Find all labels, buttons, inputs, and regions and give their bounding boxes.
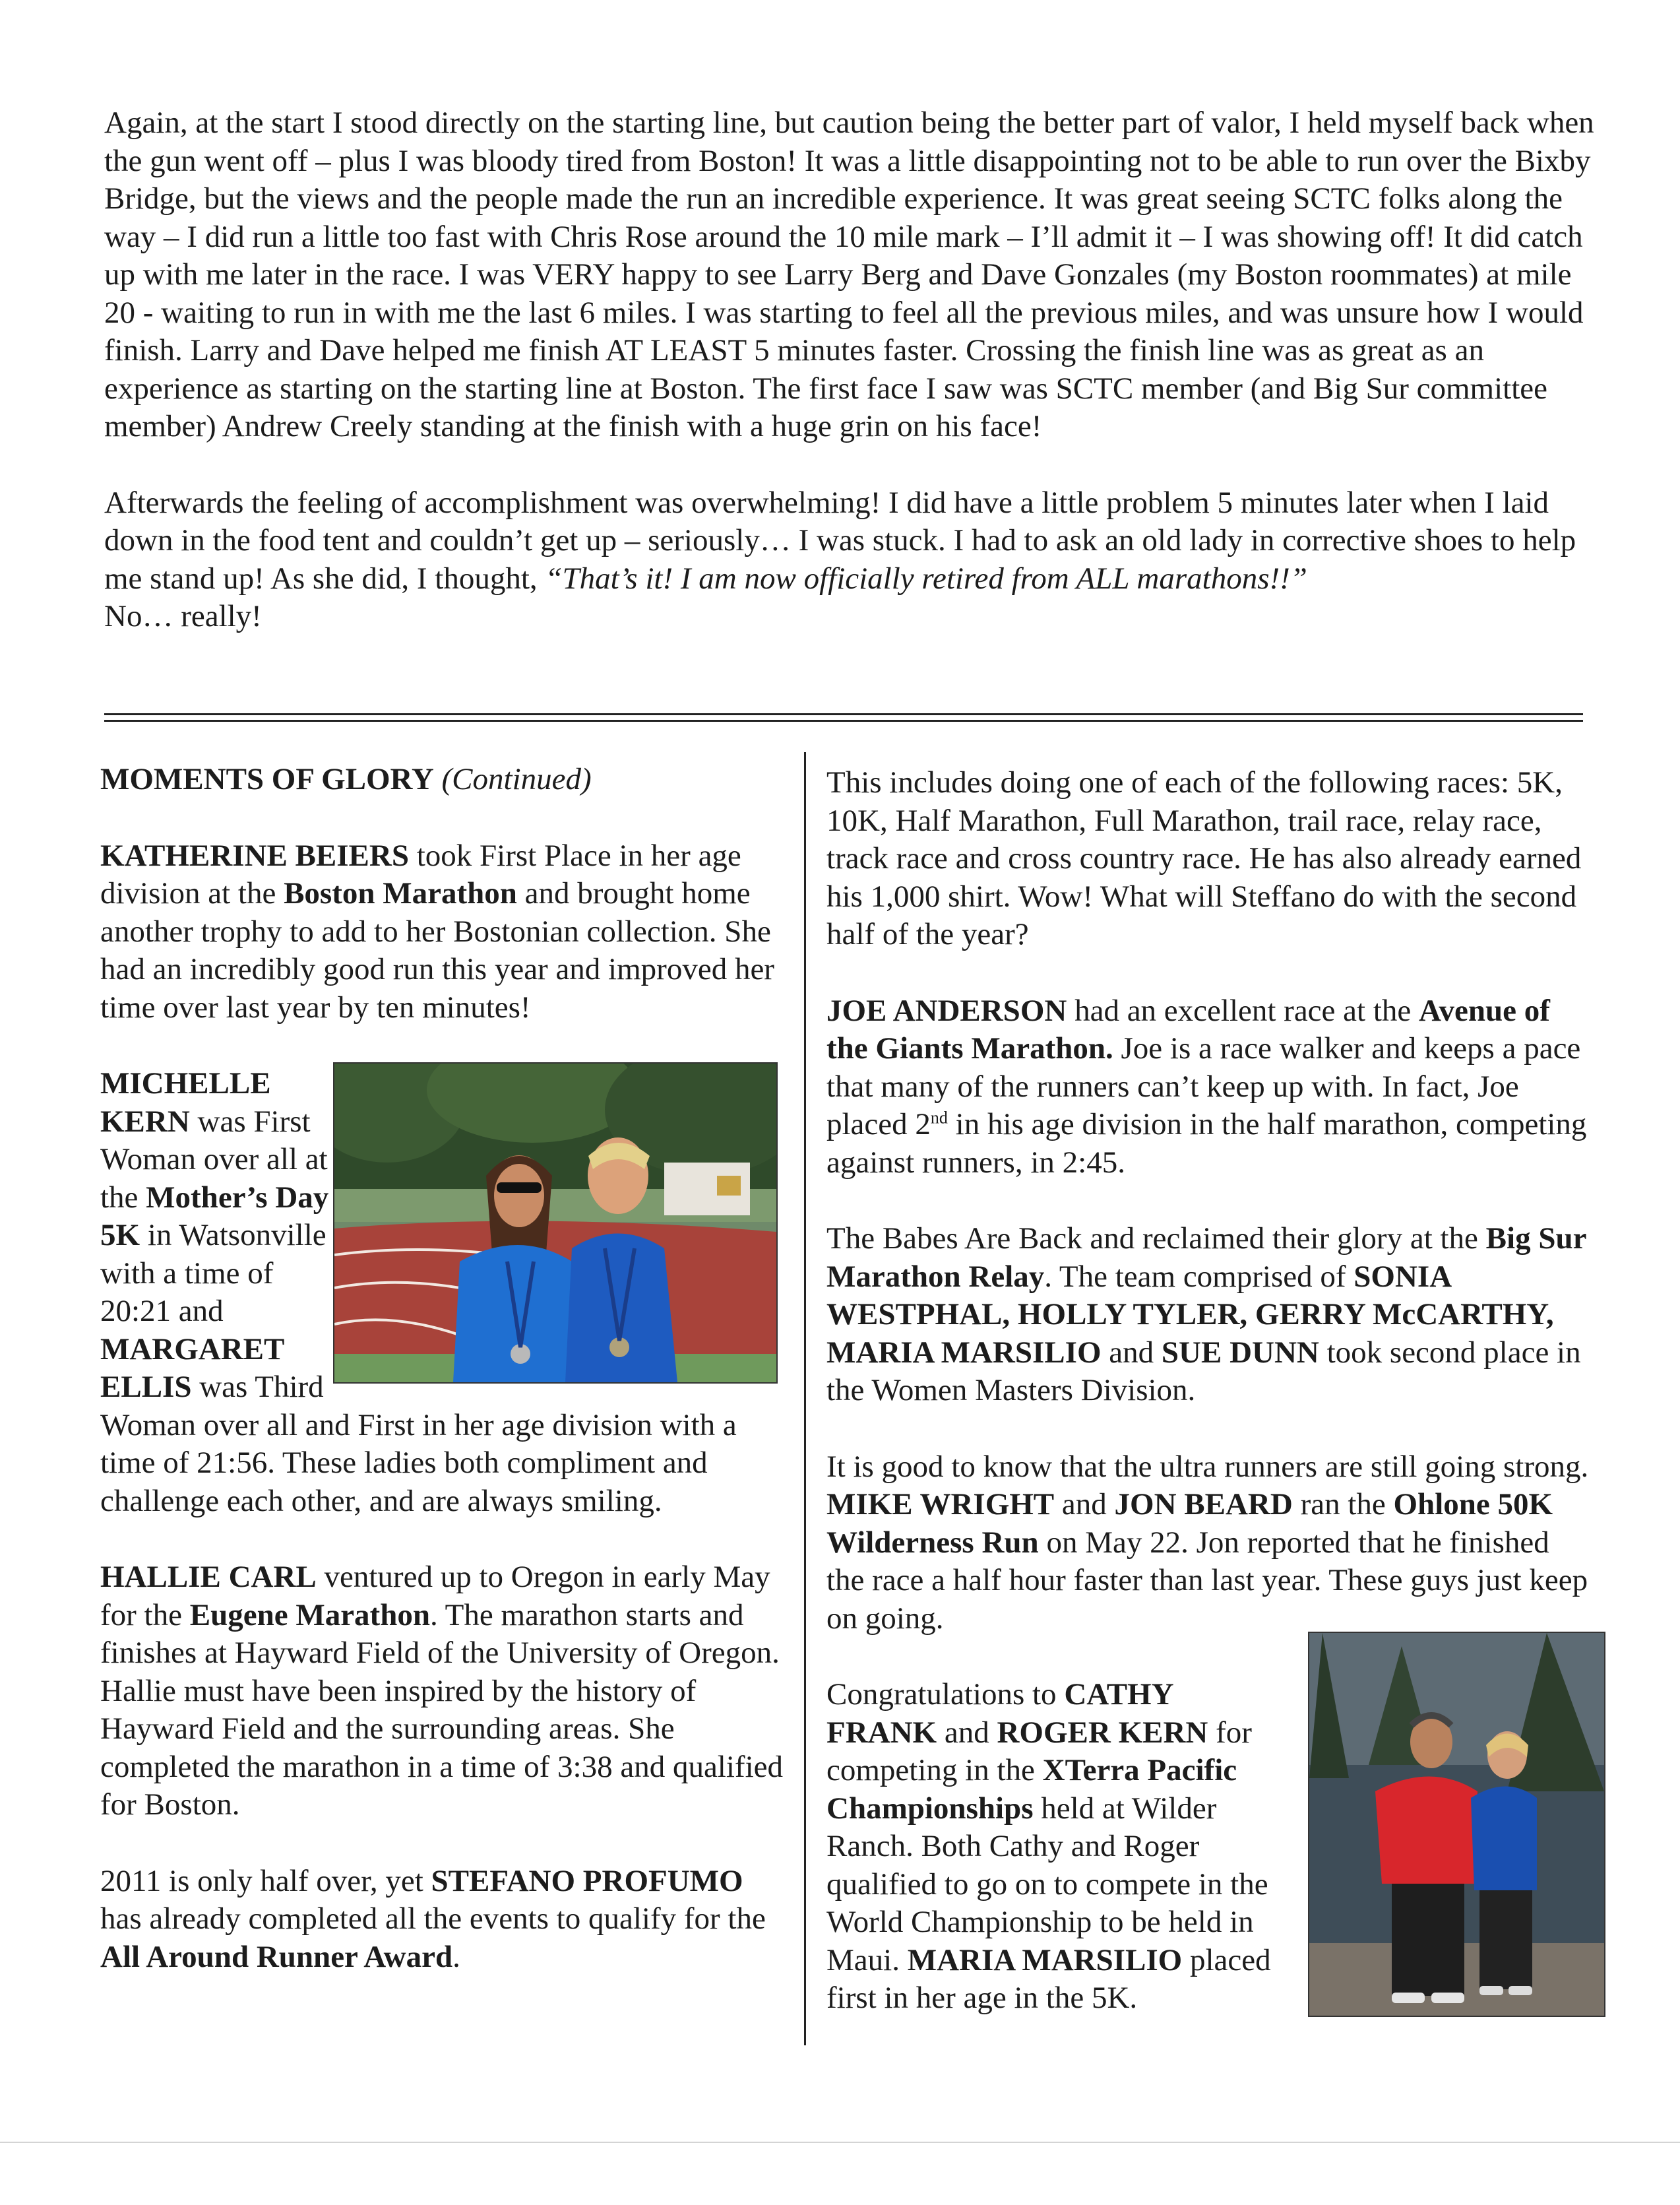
kern-ellis-item: MICHELLE KERN was First Woman over all at the Mother’s Day 5K in Watsonville with a time of 20:21 and MARGARET ELLIS was Third Woman over all and First in her age division with a time of 21:56. These ladies both compliment and challenge each other, and are always smiling. (100, 1066, 737, 1518)
intro-paragraph-2: Afterwards the feeling of accomplishment was overwhelming! I did have a little problem 5 minutes later when I laid down in the food tent and couldn’t get up – seriously… I was stuck. I had to ask an old lady in corrective shoes to help me stand up! As she did, I thought, “That’s it! I am now officially retired from ALL marathons!!” No… really! (104, 485, 1576, 633)
section-divider-bottom (104, 720, 1583, 722)
left-column (100, 761, 786, 2014)
intro-paragraph-1: Again, at the start I stood directly on the starting line, but caution being the better part of valor, I held myself back when the gun went off – plus I was bloody tired from Boston! It was a little disappointing not to be able to run over the Bixby Bridge, but the views and the people made the run an incredible experience. It was great seeing SCTC folks along the way – I did run a little too fast with Chris Rose around the 10 mile mark – I’ll admit it – I was showing off! It did catch up with me later in the race. I was VERY happy to see Larry Berg and Dave Gonzales (my Boston roommates) at mile 20 - waiting to run in with me the last 6 miles. I was starting to feel all the previous miles, and was unsure how I would finish. Larry and Dave helped me finish AT LEAST 5 minutes faster. Crossing the finish line was as great as an experience as starting on the starting line at Boston. The first face I saw was SCTC member (and Big Sur committee member) Andrew Creely standing at the finish with a huge grin on his face! (104, 106, 1594, 443)
babes-item: The Babes Are Back and reclaimed their glory at the Big Sur Marathon Relay. The team comprised of SONIA WESTPHAL, HOLLY TYLER, GERRY McCARTHY, MARIA MARSILIO and SUE DUNN took second place in the Women Masters Division. (826, 1221, 1586, 1407)
track-runners-photo (333, 1062, 778, 1384)
beiers-item: KATHERINE BEIERS took First Place in her age division at the Boston Marathon and brought home another trophy to add to her Bostonian collection. She had an incredibly good run this year and improved her time over last year by ten minutes! (100, 838, 774, 1025)
intro-story (104, 104, 1602, 674)
column-divider (804, 752, 806, 2045)
section-heading: MOMENTS OF GLORY (Continued) (100, 762, 592, 796)
carl-item: HALLIE CARL ventured up to Oregon in early May for the Eugene Marathon. The marathon starts and finishes at Hayward Field of the University of Oregon. Hallie must have been inspired by the history of Hayward Field and the surrounding areas. She completed the marathon in a time of 3:38 and qualified for Boston. (100, 1560, 783, 1822)
anderson-item: JOE ANDERSON had an excellent race at the Avenue of the Giants Marathon. Joe is a race walker and keeps a pace that many of the runners can’t keep up with. In fact, Joe placed 2nd in his age division in the half marathon, competing against runners, in 2:45. (826, 993, 1587, 1180)
profumo-item: 2011 is only half over, yet STEFANO PROFUMO has already completed all the events to qualify for the All Around Runner Award. (100, 1863, 766, 1974)
scan-edge-line (0, 2142, 1680, 2143)
frank-kern-item: Congratulations to CATHY FRANK and ROGER KERN for competing in the XTerra Pacific Championships held at Wilder Ranch. Both Cathy and Roger qualified to go on to compete in the World Championship to be held in Maui. MARIA MARSILIO placed first in her age in the 5K. (826, 1677, 1271, 2015)
ultra-item: It is good to know that the ultra runners are still going strong. MIKE WRIGHT and JON BEARD ran the Ohlone 50K Wilderness Run on May 22. Jon reported that he finished the race a half hour faster than last year. These guys just keep on going. (826, 1449, 1589, 1636)
retirement-quote: “That’s it! I am now officially retired from ALL marathons!!” (545, 561, 1307, 596)
xterra-couple-photo (1308, 1632, 1605, 2017)
section-divider-top (104, 713, 1583, 715)
profumo-continued: This includes doing one of each of the following races: 5K, 10K, Half Marathon, Full Marathon, trail race, relay race, track race and cross country race. He has also already earned his 1,000 shirt. Wow! What will Steffano do with the second half of the year? (826, 765, 1582, 951)
